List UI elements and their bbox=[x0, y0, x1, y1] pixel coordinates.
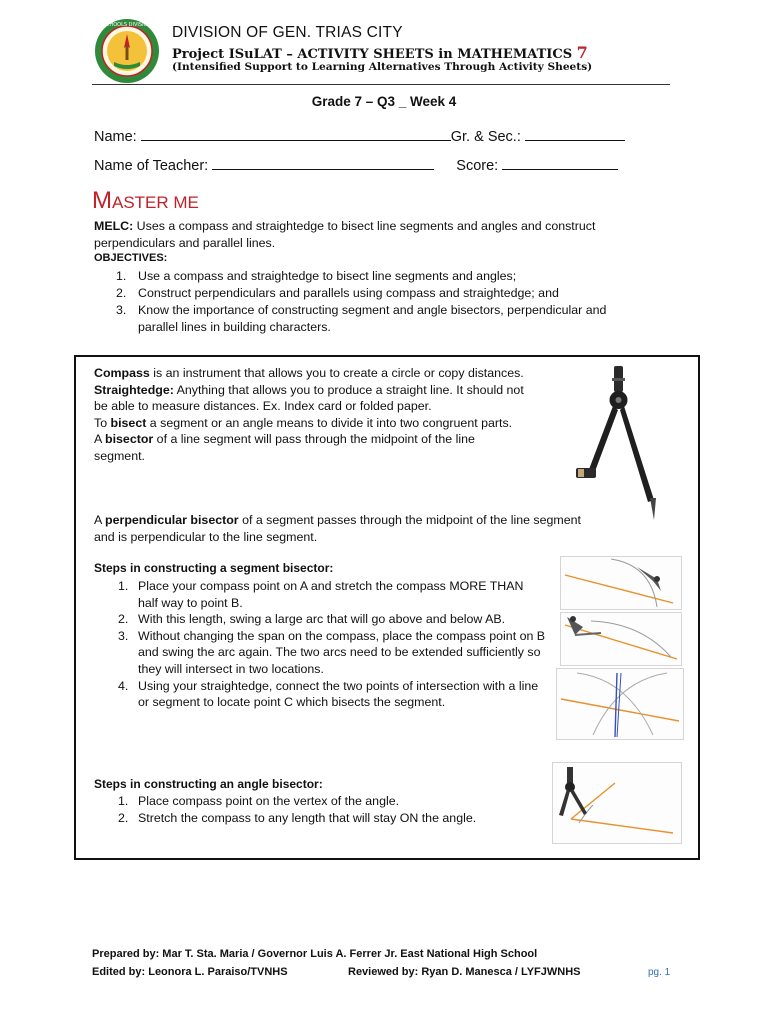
angle-bisector-steps bbox=[94, 793, 534, 826]
name-label: Name: bbox=[94, 129, 137, 145]
perpendicular-bisector-definition: A perpendicular bisector of a segment passes through the midpoint of the line segment and is perpendicular to the line segment. bbox=[94, 513, 581, 544]
angle-step: 2. Stretch the compass to any length that will stay ON the angle. bbox=[118, 810, 477, 825]
header-divider bbox=[92, 84, 670, 85]
melc-text: Uses a compass and straightedge to bisect line segments and angles and construct perpendiculars and parallel lines. bbox=[94, 219, 596, 250]
objectives-title: OBJECTIVES: bbox=[94, 252, 168, 264]
objective-item: 1. Use a compass and straightedge to bisect line segments and angles; bbox=[116, 269, 517, 283]
section-title-rest: ASTER ME bbox=[112, 193, 199, 212]
bisect-definition: To bisect a segment or an angle means to divide it into two congruent parts. bbox=[94, 415, 513, 430]
project-subtitle: (Intensified Support to Learning Alternatives Through Activity Sheets) bbox=[172, 61, 593, 73]
bisector-definition: A bisector of a line segment will pass through the midpoint of the line segment. bbox=[94, 432, 475, 463]
segment-step: 4. Using your straightedge, connect the two points of intersection with a line or segment to locate point C which bisects the segment. bbox=[118, 678, 539, 710]
division-seal-logo bbox=[94, 18, 160, 84]
segment-bisector-steps bbox=[94, 578, 546, 711]
page-number: pg. 1 bbox=[648, 967, 671, 978]
angle-step-figure bbox=[552, 762, 682, 844]
straightedge-definition: Straightedge: Anything that allows you to produce a straight line. It should not be able to measure distances. Ex. Index card or folded paper. bbox=[94, 382, 524, 414]
edited-by: Edited by: Leonora L. Paraiso/TVNHS bbox=[92, 966, 288, 978]
teacher-label: Name of Teacher: bbox=[94, 158, 209, 174]
segment-step: 1. Place your compass point on A and stretch the compass MORE THAN half way to point B. bbox=[118, 579, 524, 610]
name-blank[interactable] bbox=[141, 128, 451, 141]
section-title-initial: M bbox=[92, 187, 112, 214]
objectives-list bbox=[94, 268, 684, 336]
segment-step-2-figure bbox=[560, 612, 682, 666]
angle-bisector-steps-title: Steps in constructing an angle bisector: bbox=[94, 777, 323, 791]
melc-statement bbox=[94, 218, 674, 252]
objective-item: 3. Know the importance of constructing segment and angle bisectors, perpendicular and parallel lines in building characters. bbox=[116, 303, 607, 334]
segment-step-1-figure bbox=[560, 556, 682, 610]
compass-illustration bbox=[568, 364, 664, 522]
teacher-blank[interactable] bbox=[212, 157, 434, 170]
segment-bisector-steps-title: Steps in constructing a segment bisector: bbox=[94, 561, 334, 575]
teacher-row bbox=[94, 157, 618, 174]
angle-step: 1. Place compass point on the vertex of the angle. bbox=[118, 794, 400, 808]
gr-sec-blank[interactable] bbox=[525, 128, 625, 141]
prepared-by: Prepared by: Mar T. Sta. Maria / Governor Luis A. Ferrer Jr. East National High School bbox=[92, 948, 538, 960]
gr-sec-label: Gr. & Sec.: bbox=[450, 129, 521, 145]
svg-text:SCHOOLS DIVISION: SCHOOLS DIVISION bbox=[102, 22, 152, 28]
definitions-block bbox=[94, 365, 524, 465]
reviewed-by: Reviewed by: Ryan D. Manesca / LYFJWNHS bbox=[348, 966, 581, 978]
objective-item: 2. Construct perpendiculars and parallels using compass and straightedge; and bbox=[116, 286, 559, 300]
melc-label: MELC: bbox=[94, 219, 134, 233]
score-blank[interactable] bbox=[502, 157, 618, 170]
name-row bbox=[94, 128, 625, 145]
project-title bbox=[172, 43, 588, 62]
project-title-prefix: Project ISuLAT – ACTIVITY SHEETS in MATHEMATICS bbox=[172, 47, 577, 62]
project-grade-number: 7 bbox=[576, 43, 588, 62]
compass-definition: Compass is an instrument that allows you to create a circle or copy distances. bbox=[94, 366, 524, 380]
score-label: Score: bbox=[456, 158, 499, 174]
segment-step-3-figure bbox=[556, 668, 684, 740]
section-title bbox=[92, 187, 199, 215]
division-name: DIVISION OF GEN. TRIAS CITY bbox=[172, 24, 403, 41]
segment-step: 3. Without changing the span on the compass, place the compass point on B and swing the arc again. The two arcs need to be extended sufficiently so they will intersect in two locations. bbox=[118, 628, 546, 676]
grade-week-label: Grade 7 – Q3 _ Week 4 bbox=[311, 94, 457, 109]
segment-step: 2. With this length, swing a large arc that will go above and below AB. bbox=[118, 612, 506, 627]
